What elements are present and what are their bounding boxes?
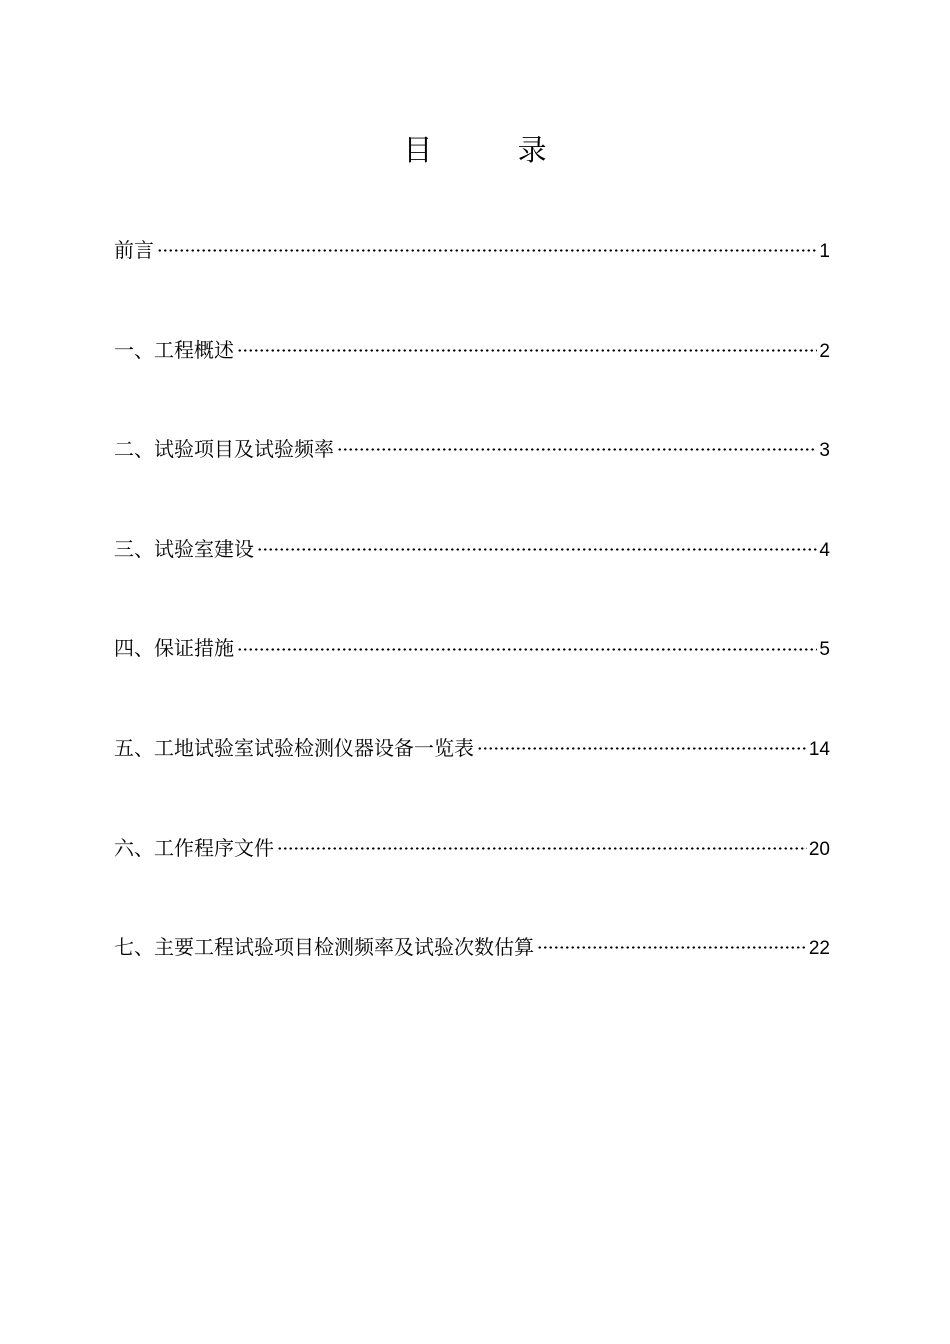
toc-entry-label: 四、保证措施: [114, 636, 234, 661]
toc-dot-leader: [237, 648, 817, 651]
toc-page-number: 1: [819, 241, 830, 262]
toc-entry-label: 二、试验项目及试验频率: [114, 437, 334, 462]
toc-entry-preface[interactable]: [114, 230, 830, 330]
toc-dot-leader: [157, 249, 817, 252]
table-of-contents: [114, 230, 830, 1027]
toc-entry-2[interactable]: [114, 429, 830, 529]
toc-entry-1[interactable]: [114, 330, 830, 430]
toc-page-number: 4: [819, 539, 830, 561]
toc-entry-7[interactable]: [114, 927, 830, 1027]
toc-title: 目 录: [403, 133, 585, 167]
toc-entry-3[interactable]: [114, 529, 830, 629]
toc-entry-label: 七、主要工程试验项目检测频率及试验次数估算: [114, 935, 534, 960]
toc-dot-leader: [237, 349, 817, 352]
toc-dot-leader: [537, 946, 807, 949]
toc-dot-leader: [337, 448, 817, 451]
toc-dot-leader: [477, 747, 807, 750]
toc-page-number: 5: [819, 639, 830, 661]
toc-page-number: 14: [808, 738, 830, 760]
toc-entry-label: 前言: [114, 238, 154, 262]
toc-entry-label: 五、工地试验室试验检测仪器设备一览表: [114, 735, 474, 760]
toc-entry-label: 六、工作程序文件: [114, 835, 274, 860]
toc-entry-5[interactable]: [114, 728, 830, 828]
toc-dot-leader: [257, 548, 817, 551]
toc-page-number: 3: [819, 440, 830, 462]
toc-dot-leader: [277, 847, 807, 850]
toc-page-number: 20: [808, 838, 830, 860]
toc-page-number: 2: [819, 340, 830, 362]
toc-entry-label: 一、工程概述: [114, 337, 234, 362]
toc-entry-6[interactable]: [114, 828, 830, 928]
toc-entry-4[interactable]: [114, 628, 830, 728]
toc-entry-label: 三、试验室建设: [114, 536, 254, 561]
toc-page-number: 22: [808, 938, 830, 960]
